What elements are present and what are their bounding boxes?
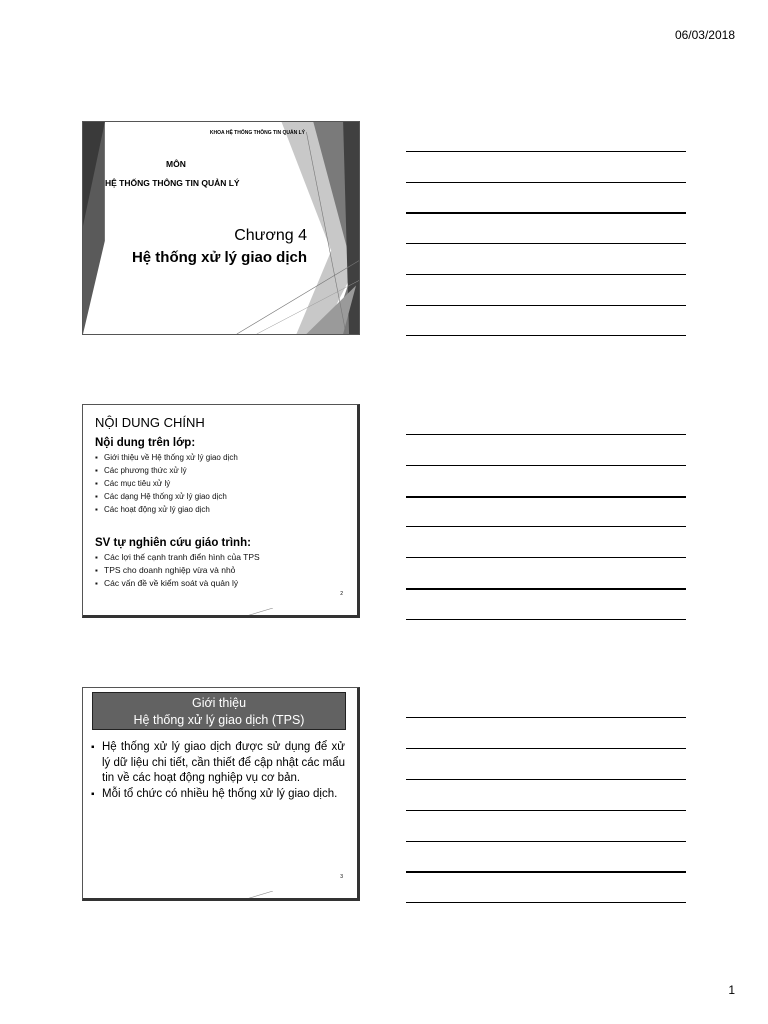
slide-3-title-line1: Giới thiệu (191, 696, 247, 710)
self-study-section (95, 537, 260, 590)
note-line (406, 305, 686, 306)
slide-number: 3 (340, 874, 343, 880)
note-line (406, 526, 686, 527)
note-line (406, 243, 686, 244)
note-line (406, 465, 686, 466)
course-label: MÔN (166, 159, 186, 169)
note-line (406, 588, 686, 590)
chapter-label: Chương 4 (234, 227, 307, 244)
slide-3-thumbnail (82, 687, 360, 901)
slide-2-heading: NỘI DUNG CHÍNH (95, 415, 205, 430)
slide-2-thumbnail (82, 404, 360, 618)
note-line (406, 841, 686, 842)
subject-title: HỆ THỐNG THÔNG TIN QUẢN LÝ (105, 178, 240, 188)
slide-number: 2 (340, 591, 343, 597)
note-line (406, 496, 686, 498)
faculty-label: KHOA HỆ THỐNG THÔNG TIN QUẢN LÝ (209, 130, 305, 136)
note-line (406, 871, 686, 873)
in-class-list (95, 451, 238, 516)
note-line (406, 557, 686, 558)
note-line (406, 182, 686, 183)
slide-2-decoration (233, 608, 353, 618)
list-item: ▪ Giới thiệu về Hệ thống xử lý giao dịch (95, 451, 238, 464)
slide-3-title-line2: Hệ thống xử lý giao dịch (TPS) (133, 713, 305, 727)
note-line (406, 902, 686, 903)
slide-1-thumbnail (82, 121, 360, 335)
self-study-list (95, 551, 260, 590)
note-line (406, 748, 686, 749)
chapter-title: Hệ thống xử lý giao dịch (131, 249, 307, 266)
list-item: ▪ Các hoạt động xử lý giao dịch (95, 503, 238, 516)
bullet-item: ▪ Hệ thống xử lý giao dịch được sử dụng để xử lý dữ liệu chi tiết, cần thiết để cập nhật các mẩu tin về các hoạt động nghiệp vụ cơ bản. (91, 740, 345, 787)
slide-1-decoration (83, 122, 359, 334)
list-item: ▪ Các mục tiêu xử lý (95, 477, 238, 490)
note-line (406, 717, 686, 718)
note-line (406, 151, 686, 152)
note-line (406, 335, 686, 336)
page-number: 1 (728, 983, 735, 997)
page-date: 06/03/2018 (674, 28, 735, 42)
note-line (406, 434, 686, 435)
slide-3-body (91, 740, 345, 802)
bullet-item: ▪ Mỗi tổ chức có nhiều hệ thống xử lý giao dịch. (91, 787, 345, 803)
note-line (406, 810, 686, 811)
list-item: ▪ Các lợi thế cạnh tranh điển hình của TPS (95, 551, 260, 564)
list-item: ▪ Các vấn đề về kiểm soát và quản lý (95, 577, 260, 590)
note-line (406, 619, 686, 620)
list-item: ▪ Các dạng Hệ thống xử lý giao dịch (95, 490, 238, 503)
self-study-title: SV tự nghiên cứu giáo trình: (95, 537, 251, 549)
note-line (406, 779, 686, 780)
in-class-title: Nội dung trên lớp: (95, 437, 196, 449)
slide-3-title-box (92, 692, 346, 730)
slide-3-bullets (91, 740, 345, 802)
in-class-section (95, 437, 238, 516)
list-item: ▪ TPS cho doanh nghiệp vừa và nhỏ (95, 564, 260, 577)
note-line (406, 212, 686, 214)
slide-3-decoration (233, 891, 353, 901)
list-item: ▪ Các phương thức xử lý (95, 464, 238, 477)
note-line (406, 274, 686, 275)
